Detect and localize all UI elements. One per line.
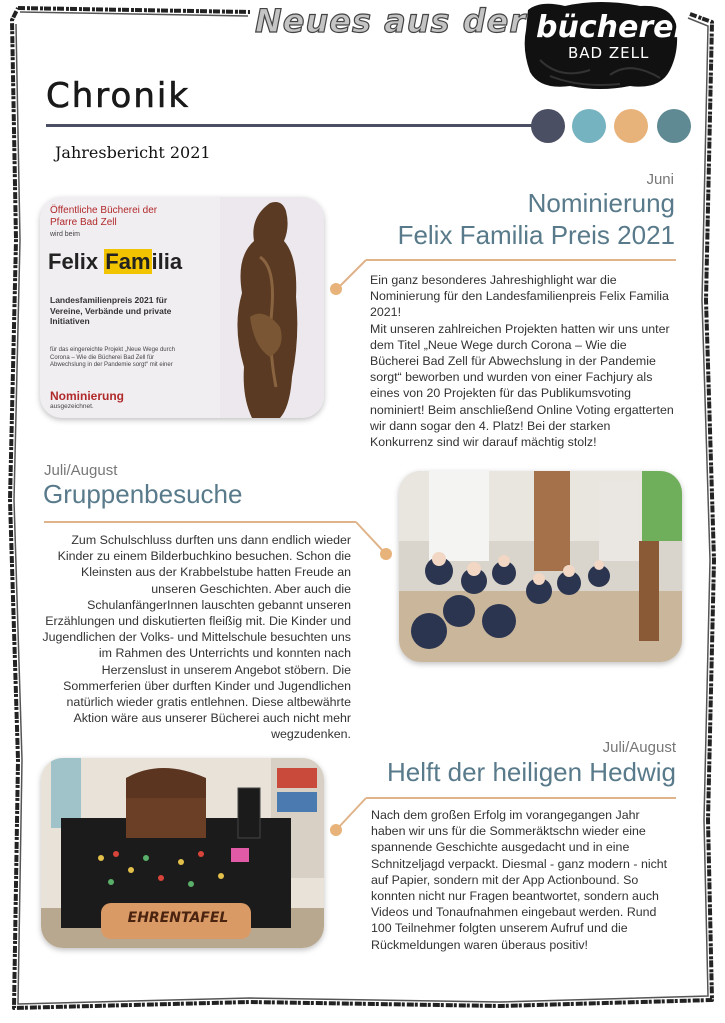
page-title: Chronik — [46, 76, 191, 116]
section-body: Ein ganz besonderes Jahreshighlight war die Nominierung für den Landesfamilienpreis Felix Familia 2021! Mit unseren zahlreichen Projekten hatten wir uns unter dem Titel „Neue Wege durch Corona – Wie die Bücherei Bad Zell für Abwechslung in der Pandemie sorgt“ beworben und wurden von einer Fachjury als eines von 20 Projekten für das Publikumsvoting nominiert! Beim anschließend Online Voting ergatterten wir dann sogar den 4. Platz! Bei der starken Konkurrenz sind wir darauf mächtig stolz! — [370, 273, 674, 450]
accent-dot — [531, 109, 565, 143]
bronze-sculpture — [220, 197, 324, 418]
logo-word: bücherei — [536, 10, 684, 45]
section-title: Nominierung — [527, 188, 675, 218]
section-date: Juli/August — [44, 462, 118, 479]
ehrentafel-sign: EHRENTAFEL — [127, 910, 229, 926]
section-date: Juni — [646, 171, 674, 188]
poster-nominierung: Nominierung — [50, 389, 124, 403]
felix-familia-logo — [48, 249, 182, 275]
title-rule — [46, 124, 536, 127]
poster-ausgezeichnet: ausgezeichnet. — [50, 403, 94, 410]
brand-fam: Fam — [105, 249, 151, 274]
poster-award-text: Landesfamilienpreis 2021 für Vereine, Verbände und private Initiativen — [50, 295, 172, 326]
award-poster-photo — [40, 197, 324, 418]
poster-wird-beim: wird beim — [50, 231, 80, 238]
accent-dot — [614, 109, 648, 143]
brand-felix: Felix — [48, 249, 99, 274]
accent-dot — [572, 109, 606, 143]
section-body: Zum Schulschluss durften uns dann endlich wieder Kinder zu einem Bilderbuchkino besuchen. Schon die Kleinsten aus der Krabbelstube hatten Freude an unseren Geschichten. Aber auch die SchulanfängerInnen lauschten gebannt unseren Erzählungen und diskutierten fleißig mit. Die Kinder und Jugendlichen der Volks- und Mittelschule besuchten uns im Rahmen des Unterrichts und konnten nach Herzenslust in unserem Angebot stöbern. Die Sommerferien über durften Kinder und Jugendlichen natürlich wieder gratis entlehnen. Diese altbewährte Aktion wäre aus unserer Bücherei auch nicht mehr wegzudenken. — [42, 533, 351, 742]
poster-project-text: für das eingereichte Projekt „Neue Wege durch Corona – Wie die Bücherei Bad Zell für Abwechslung in der Pandemie sorgt“ mit einer — [50, 347, 175, 368]
report-label: Jahresbericht 2021 — [55, 143, 211, 162]
children-visit-photo — [399, 471, 682, 662]
header-title: Neues aus der — [255, 2, 527, 40]
section-title: Helft der heiligen Hedwig — [386, 757, 676, 787]
poster-heading: Öffentliche Bücherei der Pfarre Bad Zell — [50, 205, 158, 228]
section-body: Nach dem großen Erfolg im vorangegangen Jahr haben wir uns für die Sommeräktschn wieder eine spannende Geschichte ausgedacht und in eine Schnitzeljagd verpackt. Diesmal - ganz modern - nicht auf Papier, sondern mit der App Actionbound. So konnten nicht nur Fragen beantwortet, sondern auch Videos und Tonaufnahmen eingebaut werden. Rund 100 Teilnehmer folgten unserem Aufruf und die Rückmeldungen waren überaus positiv! — [371, 808, 668, 952]
accent-dot — [657, 109, 691, 143]
section-title: Gruppenbesuche — [43, 479, 243, 509]
section-title: Felix Familia Preis 2021 — [397, 220, 675, 250]
section-date: Juli/August — [602, 739, 676, 756]
logo-subtitle: BAD ZELL — [568, 44, 650, 62]
brand-ilia: ilia — [151, 249, 183, 274]
